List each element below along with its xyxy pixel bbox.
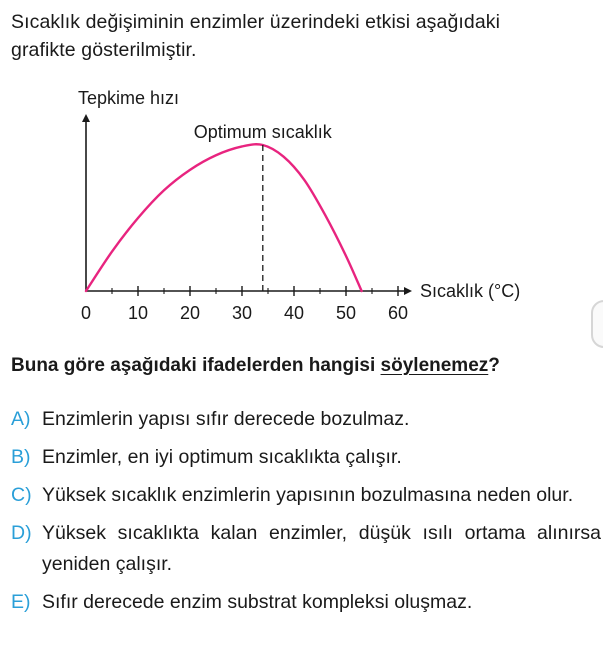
y-axis-arrow-icon [82,114,90,122]
option-e-letter: E) [11,591,31,613]
y-axis-label: Tepkime hızı [78,88,180,108]
option-e-text: Sıfır derecede enzim substrat kompleksi oluşmaz. [42,591,473,613]
option-a-text: Enzimlerin yapısı sıfır derecede bozulmaz. [42,408,410,430]
intro-line-1: Sıcaklık değişiminin enzimler üzerindeki etkisi aşağıdaki [11,11,501,33]
question-text [11,355,601,377]
reaction-rate-curve [86,144,362,291]
x-tick-label-20: 20 [179,303,201,323]
option-d[interactable] [11,518,601,580]
x-tick-label-30: 30 [231,303,253,323]
option-d-text: Yüksek sıcaklıkta kalan enzimler, düşük ısılı ortama alınırsa yeniden çalışır. [42,522,601,575]
chart-labels [78,88,520,323]
option-e[interactable] [11,587,601,618]
x-axis-label: Sıcaklık (°C) [420,281,521,301]
x-tick-label-40: 40 [283,303,305,323]
chart-curve-layer [86,144,362,291]
question-mark: ? [488,355,500,376]
option-b-text: Enzimler, en iyi optimum sıcaklıkta çalışır. [42,446,402,468]
option-c-letter: C) [11,484,32,506]
question-underlined-word: söylenemez [380,355,489,376]
option-b-letter: B) [11,446,31,468]
x-tick-label-50: 50 [335,303,357,323]
option-d-letter: D) [11,522,32,544]
intro-paragraph [11,8,601,64]
x-tick-label-60: 60 [387,303,409,323]
option-a[interactable] [11,404,601,435]
optimum-annotation: Optimum sıcaklık [193,122,332,142]
scroll-edge-handle[interactable] [591,300,603,348]
option-a-letter: A) [11,408,31,430]
x-axis-arrow-icon [404,287,412,295]
x-tick-label-10: 10 [127,303,149,323]
option-c[interactable] [11,480,601,511]
x-tick-label-0: 0 [80,303,92,323]
answer-options [11,404,601,625]
option-b[interactable] [11,442,601,473]
temperature-enzyme-chart [0,80,603,330]
intro-line-2: grafikte gösterilmiştir. [11,39,197,61]
question-lead: Buna göre aşağıdaki ifadelerden hangisi [11,355,381,376]
option-c-text: Yüksek sıcaklık enzimlerin yapısının bozulmasına neden olur. [42,484,574,506]
